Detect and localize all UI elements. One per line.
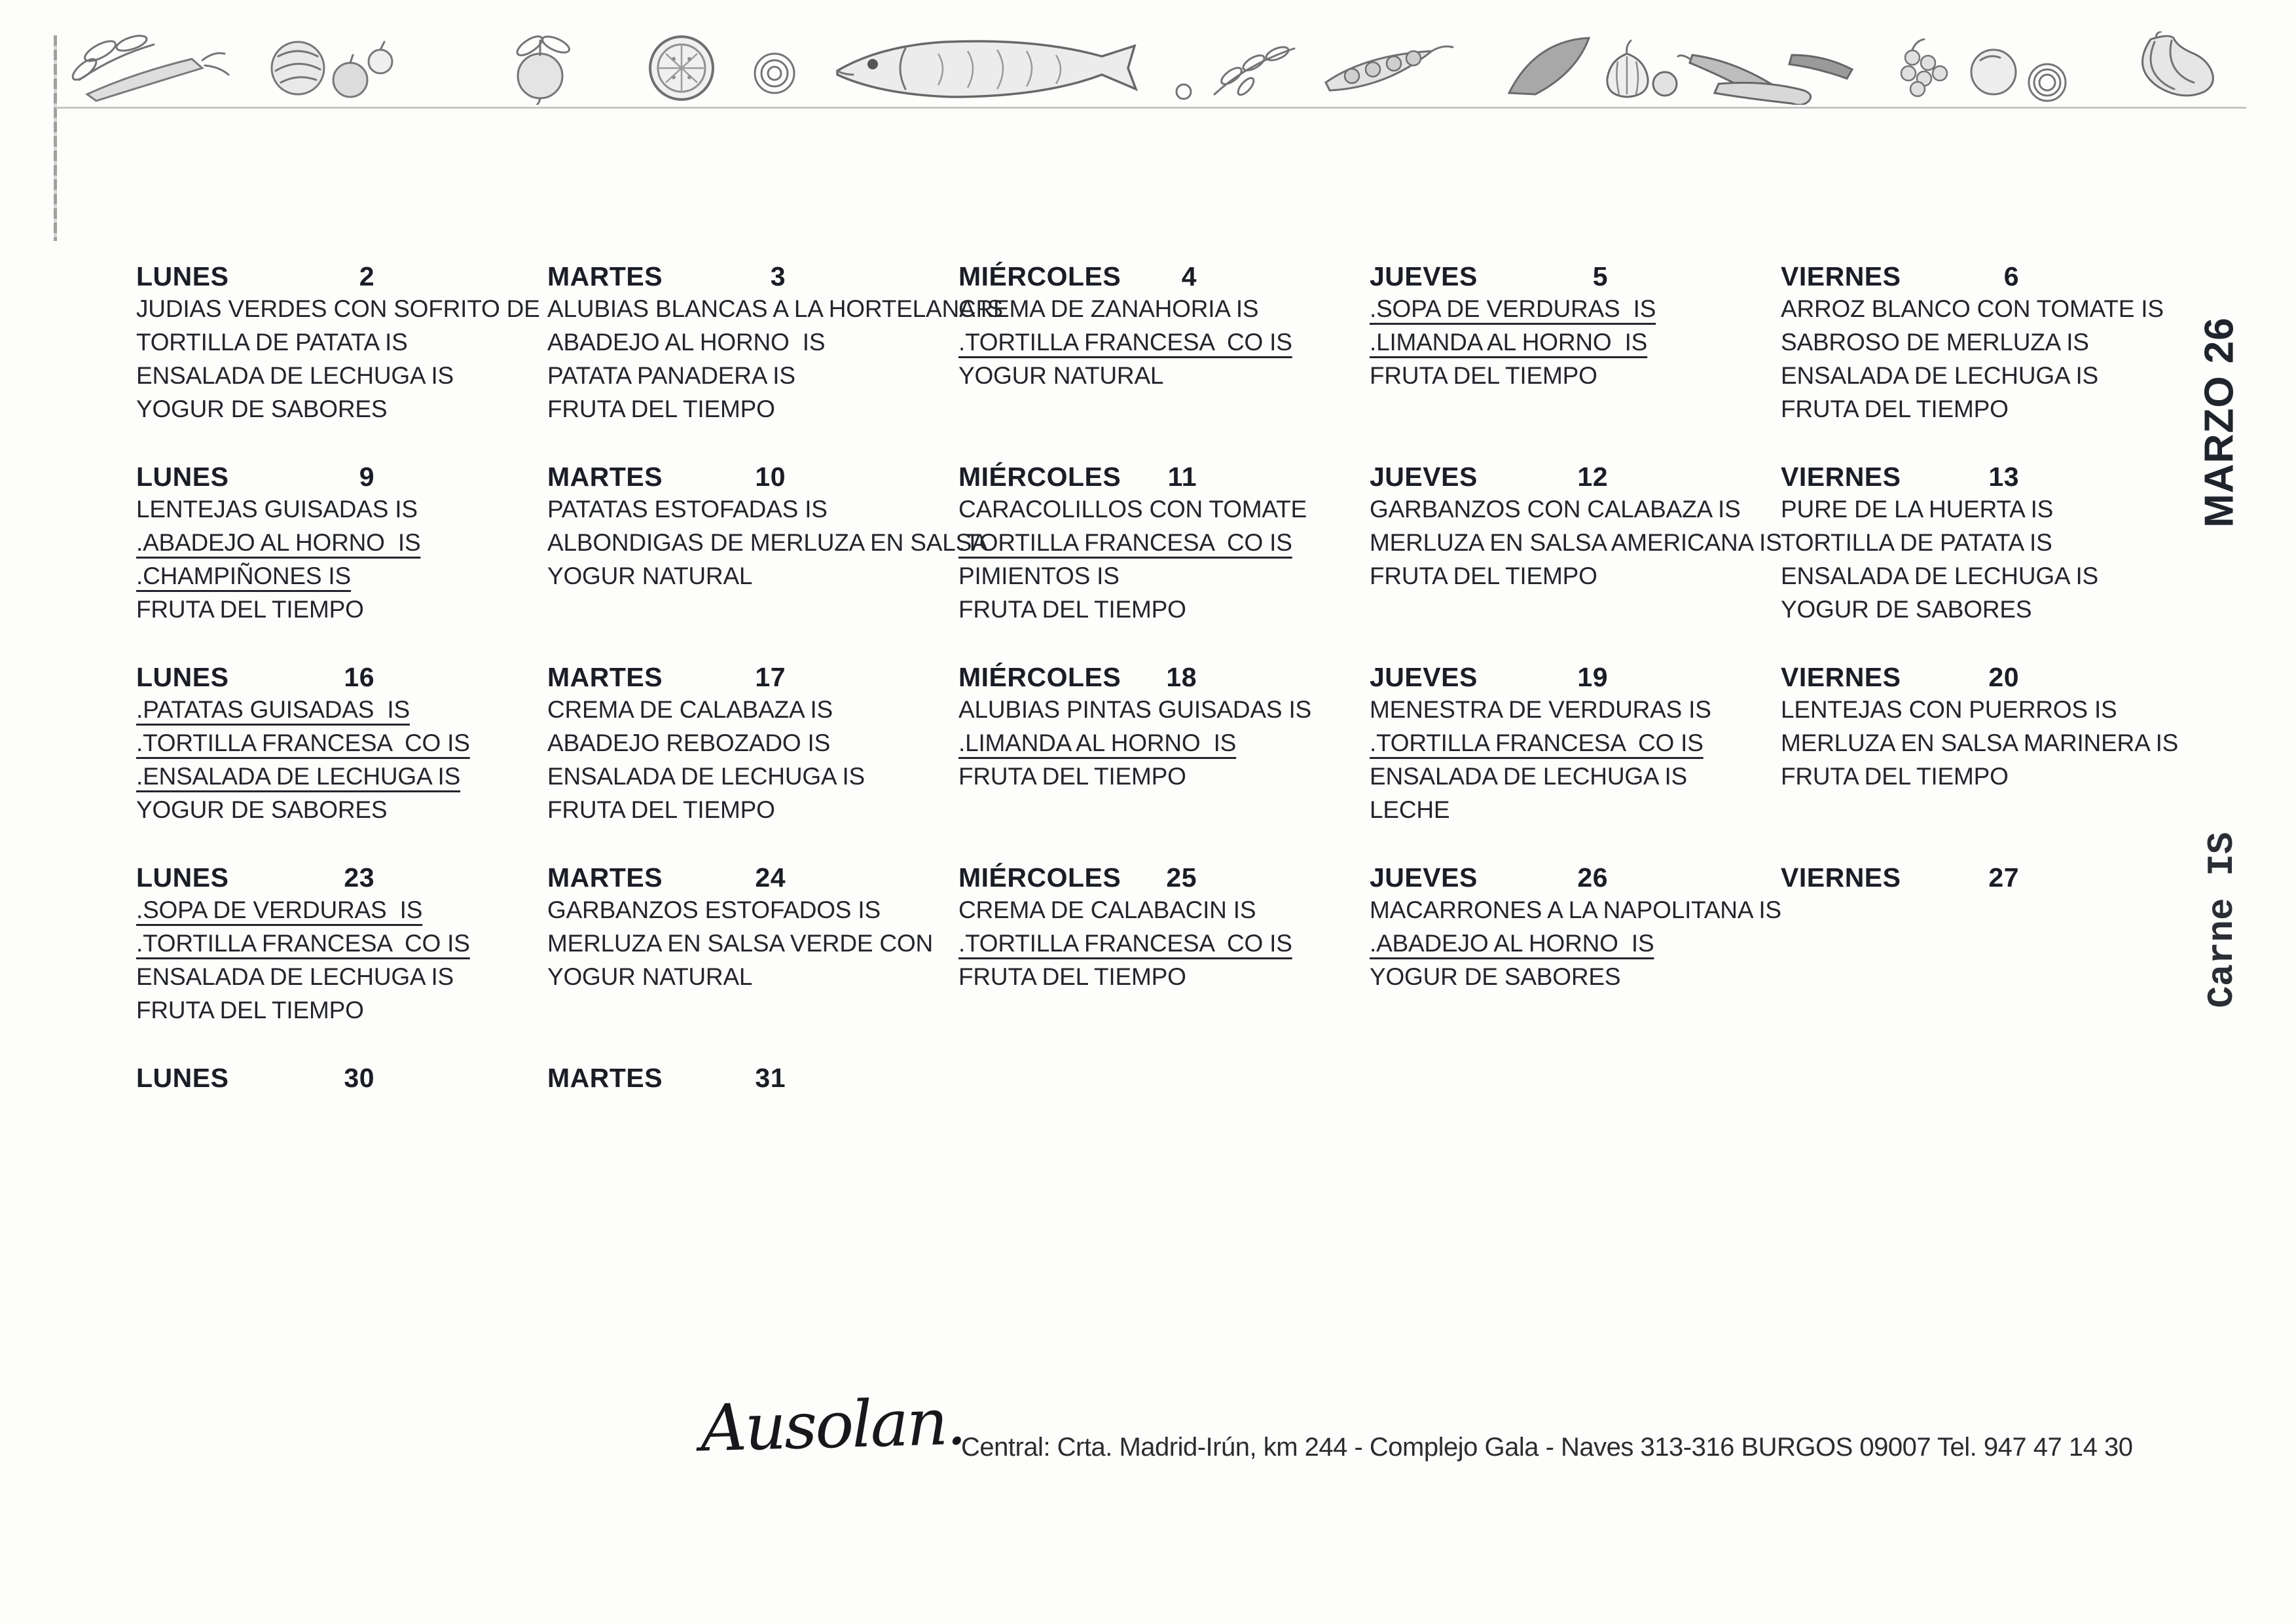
day-cell-martes-17 [547,661,958,862]
day-cell-jueves-26 [1370,862,1781,1062]
menu-item: .LIMANDA AL HORNO IS [1370,329,1648,356]
day-number: 20 [1988,662,2019,692]
menu-item: FRUTA DEL TIEMPO [547,396,775,422]
day-header [958,461,1197,492]
day-cell-jueves-19 [1370,661,1781,862]
menu-item: YOGUR DE SABORES [1370,963,1621,990]
menu-item: CREMA DE CALABAZA IS [547,696,833,723]
week-row [136,661,2198,862]
menu-item: ENSALADA DE LECHUGA IS [1781,362,2099,389]
menu-item: .ENSALADA DE LECHUGA IS [136,763,461,790]
menu-item: .ABADEJO AL HORNO IS [136,529,421,556]
day-header [136,862,374,893]
menu-item: .TORTILLA FRANCESA CO IS [136,729,470,756]
menu-item: TORTILLA DE PATATA IS [1781,529,2052,556]
day-name: MIÉRCOLES [958,862,1121,893]
day-number: 24 [755,862,786,893]
day-cell-miercoles-11 [958,461,1370,661]
day-name: MIÉRCOLES [958,261,1121,291]
day-cell-viernes-27 [1781,862,2192,1062]
menu-item: CREMA DE ZANAHORIA IS [958,295,1259,322]
menu-item: .ABADEJO AL HORNO IS [1370,930,1654,957]
month-label: MARZO 26 [2196,317,2242,528]
day-cell-miercoles-4 [958,261,1370,461]
day-name: LUNES [136,1063,229,1093]
day-number: 18 [1166,662,1197,692]
week-row [136,862,2198,1062]
day-cell-martes-24 [547,862,958,1062]
menu-item: TORTILLA DE PATATA IS [136,329,408,356]
day-number: 16 [344,662,374,692]
day-cell-viernes-20 [1781,661,2192,862]
menu-item: ENSALADA DE LECHUGA IS [136,362,454,389]
menu-item: YOGUR NATURAL [547,963,753,990]
day-name: MARTES [547,1063,663,1093]
fish-icon [837,41,1191,99]
day-cell-lunes-23 [136,862,547,1062]
menu-item: ENSALADA DE LECHUGA IS [1370,763,1688,790]
day-name: MARTES [547,462,663,492]
day-cell-lunes-30 [136,1062,547,1263]
menu-item: ARROZ BLANCO CON TOMATE IS [1781,295,2164,322]
menu-type-label: Carne IS [2201,832,2243,1008]
menu-item: FRUTA DEL TIEMPO [1370,362,1597,389]
menu-item: .TORTILLA FRANCESA CO IS [1370,729,1704,756]
menu-item: .TORTILLA FRANCESA CO IS [136,930,470,957]
day-header [547,461,786,492]
menu-item: PATATAS ESTOFADAS IS [547,496,828,523]
day-name: MARTES [547,662,663,692]
menu-item: YOGUR NATURAL [958,362,1164,389]
day-number: 11 [1167,462,1197,492]
pea-pod-icon [1326,46,1453,90]
menu-item: YOGUR DE SABORES [136,396,388,422]
day-cell-lunes-2 [136,261,547,461]
day-header [547,862,786,893]
menu-item: MACARRONES A LA NAPOLITANA IS [1370,896,1781,923]
menu-item: .PATATAS GUISADAS IS [136,696,410,723]
day-name: VIERNES [1781,862,1901,893]
day-header [1370,661,1608,693]
day-header [958,862,1197,893]
menu-item: .LIMANDA AL HORNO IS [958,729,1237,756]
menu-item: YOGUR DE SABORES [1781,596,2032,623]
day-cell-lunes-16 [136,661,547,862]
day-cell-martes-10 [547,461,988,661]
footer-address: Central: Crta. Madrid-Irún, km 244 - Complejo Gala - Naves 313-316 BURGOS 09007 Tel. 947 47 14 30 [961,1433,2133,1462]
day-name: JUEVES [1370,862,1478,893]
menu-item: .SOPA DE VERDURAS IS [1370,295,1656,322]
day-header [1781,461,2019,492]
menu-item: FRUTA DEL TIEMPO [1370,563,1597,589]
menu-item: GARBANZOS ESTOFADOS IS [547,896,881,923]
week-row [136,261,2198,461]
menu-item: FRUTA DEL TIEMPO [136,596,364,623]
week-row [136,1062,2198,1263]
menu-item: ABADEJO REBOZADO IS [547,729,831,756]
menu-item: MERLUZA EN SALSA MARINERA IS [1781,729,2179,756]
day-name: LUNES [136,462,229,492]
menu-item: FRUTA DEL TIEMPO [547,796,775,823]
cabbage-icon [272,42,392,97]
day-number: 19 [1577,662,1608,692]
day-number: 2 [359,261,374,291]
tomato-slice-icon [650,37,713,100]
menu-item: FRUTA DEL TIEMPO [1781,763,2009,790]
menu-item: LENTEJAS GUISADAS IS [136,496,418,523]
herb-sprig-icon [1214,45,1294,98]
day-cell-martes-3 [547,261,1004,461]
day-number: 26 [1577,862,1608,893]
day-name: VIERNES [1781,662,1901,692]
menu-item: MENESTRA DE VERDURAS IS [1370,696,1711,723]
day-name: MARTES [547,261,663,291]
menu-item: CARACOLILLOS CON TOMATE [958,496,1307,523]
day-cell-miercoles-18 [958,661,1370,862]
menu-item: YOGUR DE SABORES [136,796,388,823]
onion-rings-icon [755,54,794,93]
menu-grid [136,261,2198,1263]
menu-item: ENSALADA DE LECHUGA IS [136,963,454,990]
menu-item: SABROSO DE MERLUZA IS [1781,329,2089,356]
day-name: JUEVES [1370,261,1478,291]
day-cell-lunes-9 [136,461,547,661]
day-name: JUEVES [1370,462,1478,492]
menu-item: ALUBIAS PINTAS GUISADAS IS [958,696,1311,723]
menu-item: .TORTILLA FRANCESA CO IS [958,529,1292,556]
week-row [136,461,2198,661]
day-name: LUNES [136,662,229,692]
day-header [136,661,374,693]
day-name: VIERNES [1781,462,1901,492]
menu-item: YOGUR NATURAL [547,563,753,589]
day-cell-jueves-5 [1370,261,1781,461]
day-header [547,1062,786,1094]
menu-item: MERLUZA EN SALSA VERDE CON [547,930,934,957]
day-name: LUNES [136,261,229,291]
day-number: 10 [755,462,786,492]
day-header [547,261,786,292]
day-number: 3 [770,261,786,291]
menu-item: ALBONDIGAS DE MERLUZA EN SALSA [547,529,988,556]
day-number: 25 [1166,862,1197,893]
menu-item: ENSALADA DE LECHUGA IS [547,763,866,790]
day-header [1781,261,2019,292]
day-cell-viernes-6 [1781,261,2192,461]
day-name: MIÉRCOLES [958,462,1121,492]
day-number: 27 [1988,862,2019,893]
day-name: JUEVES [1370,662,1478,692]
menu-item: ABADEJO AL HORNO IS [547,329,826,356]
turnip-icon [515,33,572,105]
day-name: LUNES [136,862,229,893]
day-number: 23 [344,862,374,893]
carrot-icon [69,33,228,101]
menu-item: .CHAMPIÑONES IS [136,563,351,589]
day-cell-miercoles-25 [958,862,1370,1062]
gourd-icon [2143,31,2214,96]
day-number: 9 [359,462,374,492]
day-number: 4 [1181,261,1197,291]
day-header [136,461,374,492]
day-number: 17 [755,662,786,692]
menu-item: CREMA DE CALABACIN IS [958,896,1256,923]
berry-cluster-icon [1901,39,2066,101]
menu-item: FRUTA DEL TIEMPO [958,963,1186,990]
day-header [1781,862,2019,893]
day-header [136,261,374,292]
day-header [958,661,1197,693]
day-number: 13 [1988,462,2019,492]
day-header [1370,862,1608,893]
day-header [1370,261,1608,292]
day-cell-jueves-12 [1370,461,1781,661]
day-number: 30 [344,1063,374,1093]
menu-item: .TORTILLA FRANCESA CO IS [958,329,1292,356]
day-header [1370,461,1608,492]
menu-item: JUDIAS VERDES CON SOFRITO DE [136,295,540,322]
day-number: 31 [755,1063,786,1093]
menu-item: LENTEJAS CON PUERROS IS [1781,696,2117,723]
menu-item: .TORTILLA FRANCESA CO IS [958,930,1292,957]
day-cell-viernes-13 [1781,461,2192,661]
menu-item: ENSALADA DE LECHUGA IS [1781,563,2099,589]
menu-item: PURE DE LA HUERTA IS [1781,496,2054,523]
produce-banner [56,31,2242,105]
garlic-icon [1509,38,1677,97]
menu-item: PIMIENTOS IS [958,563,1120,589]
menu-item: FRUTA DEL TIEMPO [1781,396,2009,422]
day-header [547,661,786,693]
menu-item: ALUBIAS BLANCAS A LA HORTELANA IS [547,295,1004,322]
ausolan-logo: Ausolan. [699,1384,966,1467]
day-name: VIERNES [1781,261,1901,291]
day-number: 5 [1592,261,1608,291]
day-header [1781,661,2019,693]
day-name: MARTES [547,862,663,893]
banner-divider [56,107,2246,109]
menu-item: .SOPA DE VERDURAS IS [136,896,423,923]
day-header [958,261,1197,292]
menu-item: FRUTA DEL TIEMPO [958,596,1186,623]
menu-item: LECHE [1370,796,1450,823]
day-number: 6 [2003,261,2019,291]
day-name: MIÉRCOLES [958,662,1121,692]
menu-item: GARBANZOS CON CALABAZA IS [1370,496,1741,523]
menu-item: PATATA PANADERA IS [547,362,795,389]
menu-item: MERLUZA EN SALSA AMERICANA IS [1370,529,1782,556]
chili-peppers-icon [1678,55,1852,105]
menu-item: FRUTA DEL TIEMPO [136,997,364,1024]
day-number: 12 [1577,462,1608,492]
day-cell-martes-31 [547,1062,958,1263]
menu-item: FRUTA DEL TIEMPO [958,763,1186,790]
day-header [136,1062,374,1094]
